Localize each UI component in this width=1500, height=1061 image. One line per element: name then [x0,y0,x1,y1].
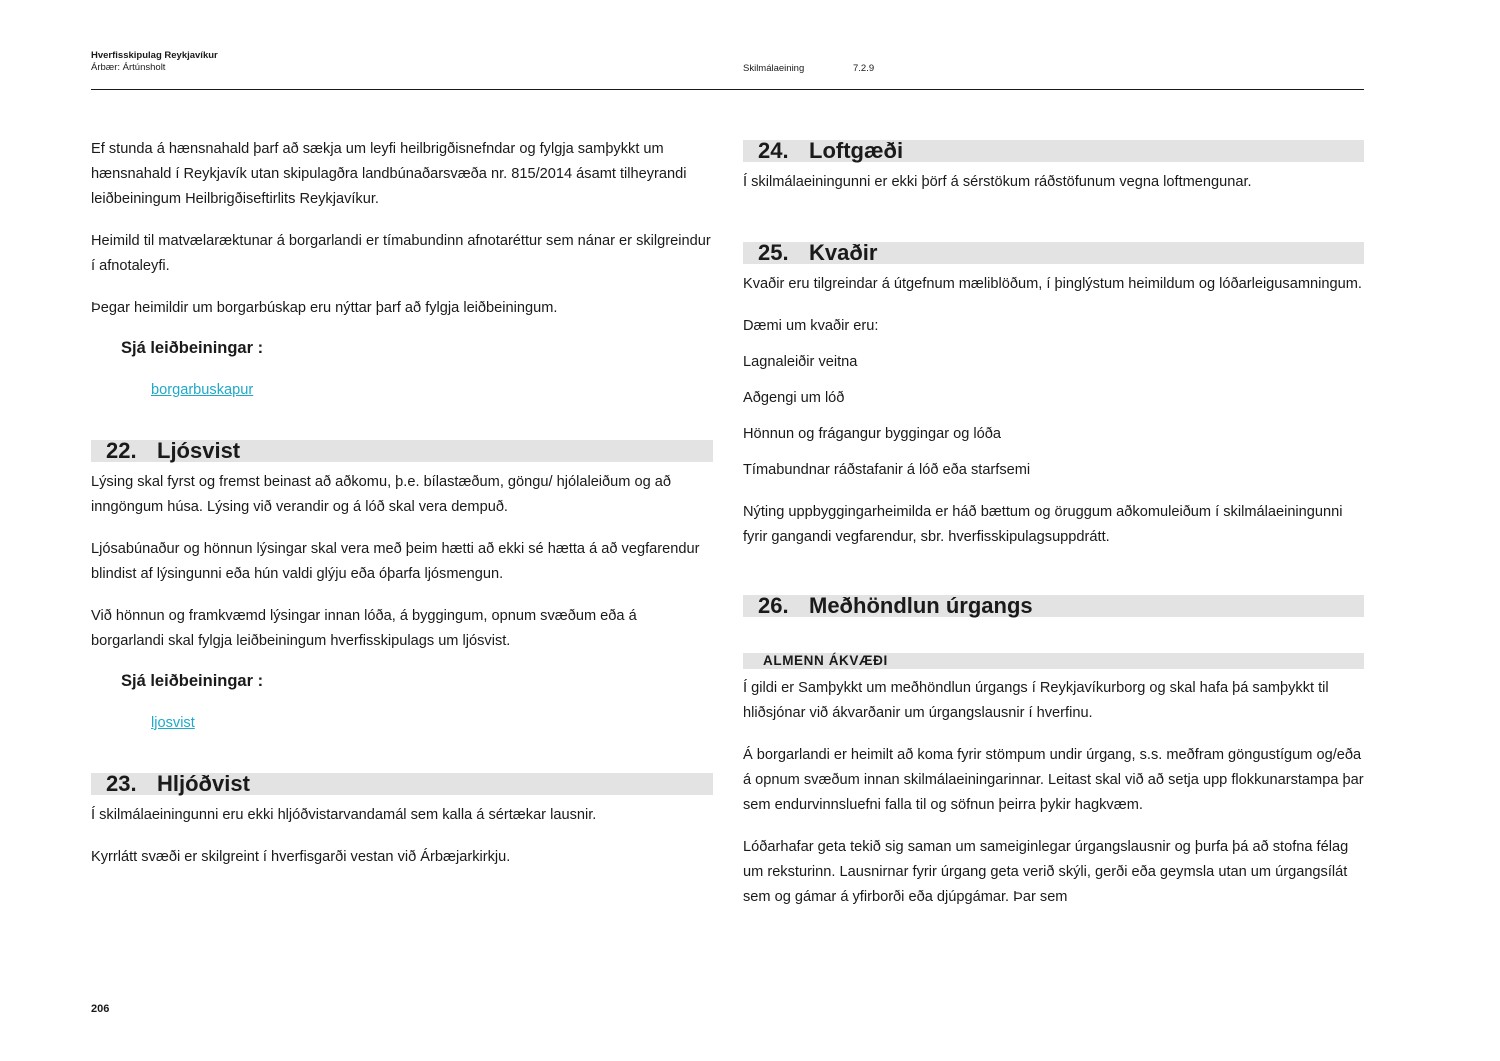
paragraph: Lóðarhafar geta tekið sig saman um sameiginlegar úrgangslausnir og þurfa þá að stofna félag um reksturinn. Lausnirnar fyrir úrgang geta verið skýli, gerði eða geymsla utan um úrgangsílát sem og gámar á yfirborði eða djúpgámar. Þar sem [743,839,1349,905]
subheading-text: ALMENN ÁKVÆÐI [763,653,888,668]
section-title: Loftgæði [809,138,904,163]
section-heading-24 [743,140,1364,162]
section-label: Skilmálaeining [743,63,805,74]
section-number: 23. [106,771,137,796]
guide-link-borgarbuskapur[interactable]: borgarbuskapur [151,382,254,398]
paragraph: Í skilmálaeiningunni er ekki þörf á sérstökum ráðstöfunum vegna loftmengunar. [743,174,1252,190]
guide-link-row [91,711,713,772]
header-divider [91,89,1364,90]
section-heading-23 [91,773,713,795]
section-number: 24. [758,138,789,163]
section-heading-25 [743,242,1364,264]
list-item: Hönnun og frágangur byggingar og lóða [743,426,1002,442]
subheading [743,653,1364,669]
guide-label: Sjá leiðbeiningar : [121,339,264,357]
guide-label: Sjá leiðbeiningar : [121,672,264,690]
paragraph: Lýsing skal fyrst og fremst beinast að aðkomu, þ.e. bílastæðum, göngu/ hjólaleiðum og að inngöngum húsa. Lýsing við verandir og á lóð skal vera dempuð. [91,474,672,515]
paragraph: Í gildi er Samþykkt um meðhöndlun úrgangs í Reykjavíkurborg og skal hafa þá samþykkt til hliðsjónar við ákvarðanir um úrgangslausnir í hverfinu. [743,680,1329,721]
page-number: 206 [91,1003,110,1015]
section-number: 22. [106,438,137,463]
section-title: Kvaðir [809,240,878,265]
paragraph: Kvaðir eru tilgreindar á útgefnum mæliblöðum, í þinglýstum heimildum og lóðarleigusamningum. [743,276,1362,292]
guide-link-row [91,378,713,439]
section-number: 25. [758,240,789,265]
document-header [91,50,218,74]
paragraph: Ljósabúnaður og hönnun lýsingar skal vera með þeim hætti að ekki sé hætta á að vegfarendur blindist af lýsingunni eða hún valdi glýju eða óþarfa ljósmengun. [91,541,700,582]
list-item: Lagnaleiðir veitna [743,354,858,370]
paragraph: Í skilmálaeiningunni eru ekki hljóðvistarvandamál sem kalla á sértækar lausnir. [91,807,597,823]
left-column [91,137,713,887]
paragraph: Heimild til matvælaræktunar á borgarlandi er tímabundinn afnotaréttur sem nánar er skilgreindur í afnotaleyfi. [91,233,711,274]
paragraph: Á borgarlandi er heimilt að koma fyrir stömpum undir úrgang, s.s. meðfram göngustígum og/eða á opnum svæðum innan skilmálaeiningarinnar. Leitast skal við að setja upp flokkunarstampa þar sem endurvinnsluefni falla til og söfnun þeirra þykir hagkvæm. [743,747,1364,813]
list-item: Tímabundnar ráðstafanir á lóð eða starfsemi [743,462,1031,478]
guide-link-ljosvist[interactable]: ljosvist [151,715,195,731]
list-item: Aðgengi um lóð [743,390,845,406]
list-label: Dæmi um kvaðir eru: [743,318,879,334]
section-title: Hljóðvist [157,771,250,796]
section-title: Ljósvist [157,438,241,463]
paragraph: Nýting uppbyggingarheimilda er háð bættum og öruggum aðkomuleiðum í skilmálaeiningunni fyrir gangandi vegfarendur, sbr. hverfisskipulagsuppdrátt. [743,504,1343,545]
section-title: Meðhöndlun úrgangs [809,593,1033,618]
document-subtitle: Árbær: Ártúnsholt [91,62,166,73]
section-heading-22 [91,440,713,462]
section-heading-26 [743,595,1364,617]
section-number: 26. [758,593,789,618]
paragraph: Þegar heimildir um borgarbúskap eru nýttar þarf að fylgja leiðbeiningum. [91,300,558,316]
paragraph: Ef stunda á hænsnahald þarf að sækja um leyfi heilbrigðisnefndar og fylgja samþykkt um hænsnahald í Reykjavík utan skipulagðra landbúnaðarsvæða nr. 815/2014 ásamt tilheyrandi leiðbeiningum Heilbrigðiseftirlits Reykjavíkur. [91,141,687,207]
right-column [743,140,1364,927]
paragraph: Kyrrlátt svæði er skilgreint í hverfisgarði vestan við Árbæjarkirkju. [91,849,511,865]
section-code: 7.2.9 [853,63,875,74]
document-title: Hverfisskipulag Reykjavíkur [91,50,218,61]
paragraph: Við hönnun og framkvæmd lýsingar innan lóða, á byggingum, opnum svæðum eða á borgarlandi skal fylgja leiðbeiningum hverfisskipulags um ljósvist. [91,608,637,649]
